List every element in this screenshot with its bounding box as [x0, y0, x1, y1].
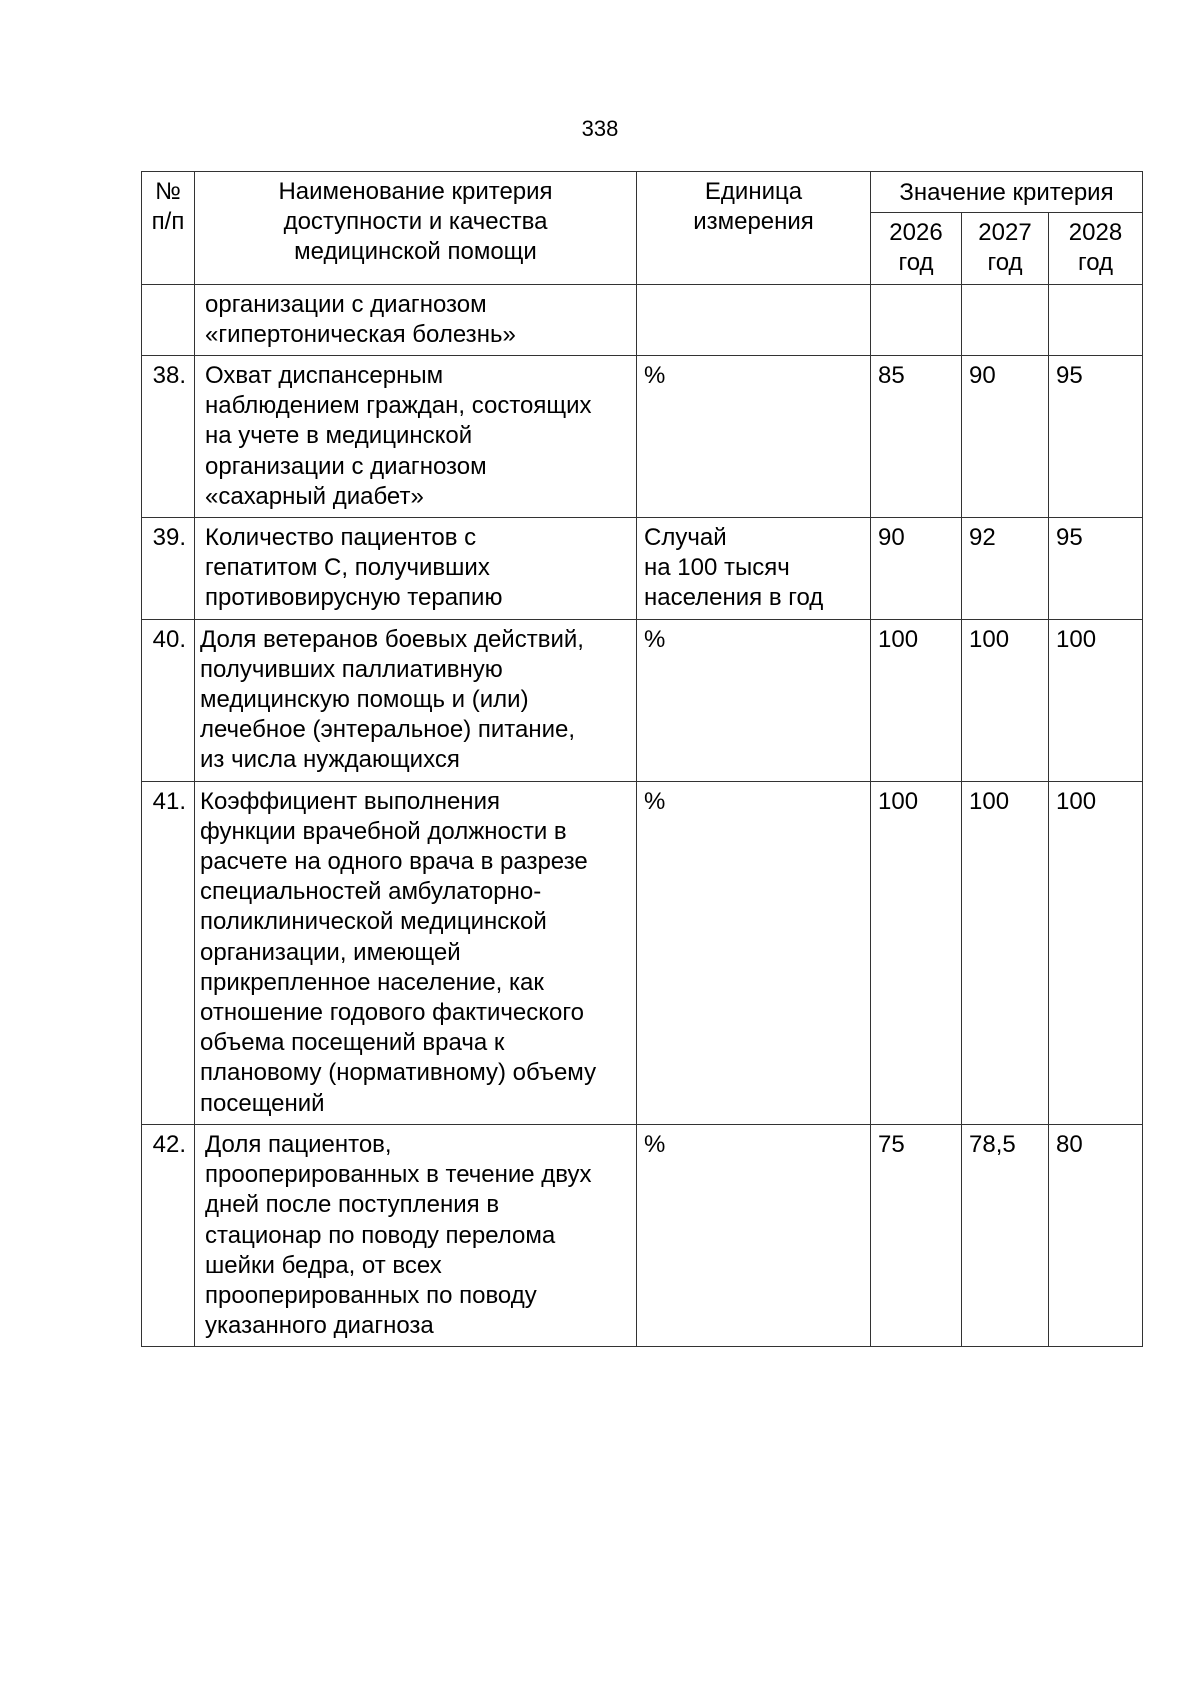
row-num: 39. — [142, 518, 195, 620]
row-unit: % — [637, 619, 871, 781]
header-unit: Единица измерения — [637, 172, 871, 285]
row-criterion-name: Количество пациентов с гепатитом С, получивших противовирусную терапию — [195, 518, 637, 620]
row-num: 38. — [142, 356, 195, 518]
table-row — [142, 356, 1143, 518]
table-body — [142, 284, 1143, 1347]
row-value-2026 — [871, 284, 962, 355]
row-criterion-name: Доля ветеранов боевых действий, получивших паллиативную медицинскую помощь и (или) лечебное (энтеральное) питание, из числа нуждающихся — [195, 619, 637, 781]
row-unit: % — [637, 356, 871, 518]
header-value-group: Значение критерия — [871, 172, 1143, 213]
row-num: 40. — [142, 619, 195, 781]
row-value-2028: 95 — [1049, 518, 1143, 620]
page-number: 338 — [581, 116, 619, 141]
row-value-2027: 92 — [962, 518, 1049, 620]
header-year-2027: 2027 год — [962, 213, 1049, 284]
row-num — [142, 284, 195, 355]
row-value-2028: 100 — [1049, 781, 1143, 1124]
table-row — [142, 1124, 1143, 1346]
row-value-2026: 85 — [871, 356, 962, 518]
table-row — [142, 518, 1143, 620]
header-name: Наименование критерия доступности и качества медицинской помощи — [195, 172, 637, 285]
row-value-2027 — [962, 284, 1049, 355]
table-row — [142, 284, 1143, 355]
header-num: № п/п — [142, 172, 195, 285]
row-value-2027: 78,5 — [962, 1124, 1049, 1346]
row-value-2028: 95 — [1049, 356, 1143, 518]
row-value-2028 — [1049, 284, 1143, 355]
header-year-2028: 2028 год — [1049, 213, 1143, 284]
table-row — [142, 619, 1143, 781]
row-value-2028: 100 — [1049, 619, 1143, 781]
row-value-2027: 100 — [962, 619, 1049, 781]
row-unit: Случай на 100 тысяч населения в год — [637, 518, 871, 620]
row-criterion-name: Коэффициент выполнения функции врачебной должности в расчете на одного врача в разрезе специальностей амбулаторно- поликлинической медицинской организации, имеющей прикрепленное население, как отношение годового фактического объема посещений врача к плановому (нормативному) объему посещений — [195, 781, 637, 1124]
row-criterion-name: организации с диагнозом «гипертоническая болезнь» — [195, 284, 637, 355]
row-value-2026: 100 — [871, 619, 962, 781]
row-criterion-name: Охват диспансерным наблюдением граждан, состоящих на учете в медицинской организации с диагнозом «сахарный диабет» — [195, 356, 637, 518]
table-header — [142, 172, 1143, 285]
row-value-2026: 90 — [871, 518, 962, 620]
header-year-2026: 2026 год — [871, 213, 962, 284]
row-unit — [637, 284, 871, 355]
criteria-table — [141, 171, 1143, 1347]
row-num: 42. — [142, 1124, 195, 1346]
row-value-2027: 90 — [962, 356, 1049, 518]
row-num: 41. — [142, 781, 195, 1124]
row-unit: % — [637, 1124, 871, 1346]
row-value-2026: 75 — [871, 1124, 962, 1346]
table-row — [142, 781, 1143, 1124]
row-value-2028: 80 — [1049, 1124, 1143, 1346]
row-value-2026: 100 — [871, 781, 962, 1124]
row-criterion-name: Доля пациентов, прооперированных в течение двух дней после поступления в стационар по поводу перелома шейки бедра, от всех прооперированных по поводу указанного диагноза — [195, 1124, 637, 1346]
row-unit: % — [637, 781, 871, 1124]
row-value-2027: 100 — [962, 781, 1049, 1124]
header-row — [142, 172, 1143, 213]
